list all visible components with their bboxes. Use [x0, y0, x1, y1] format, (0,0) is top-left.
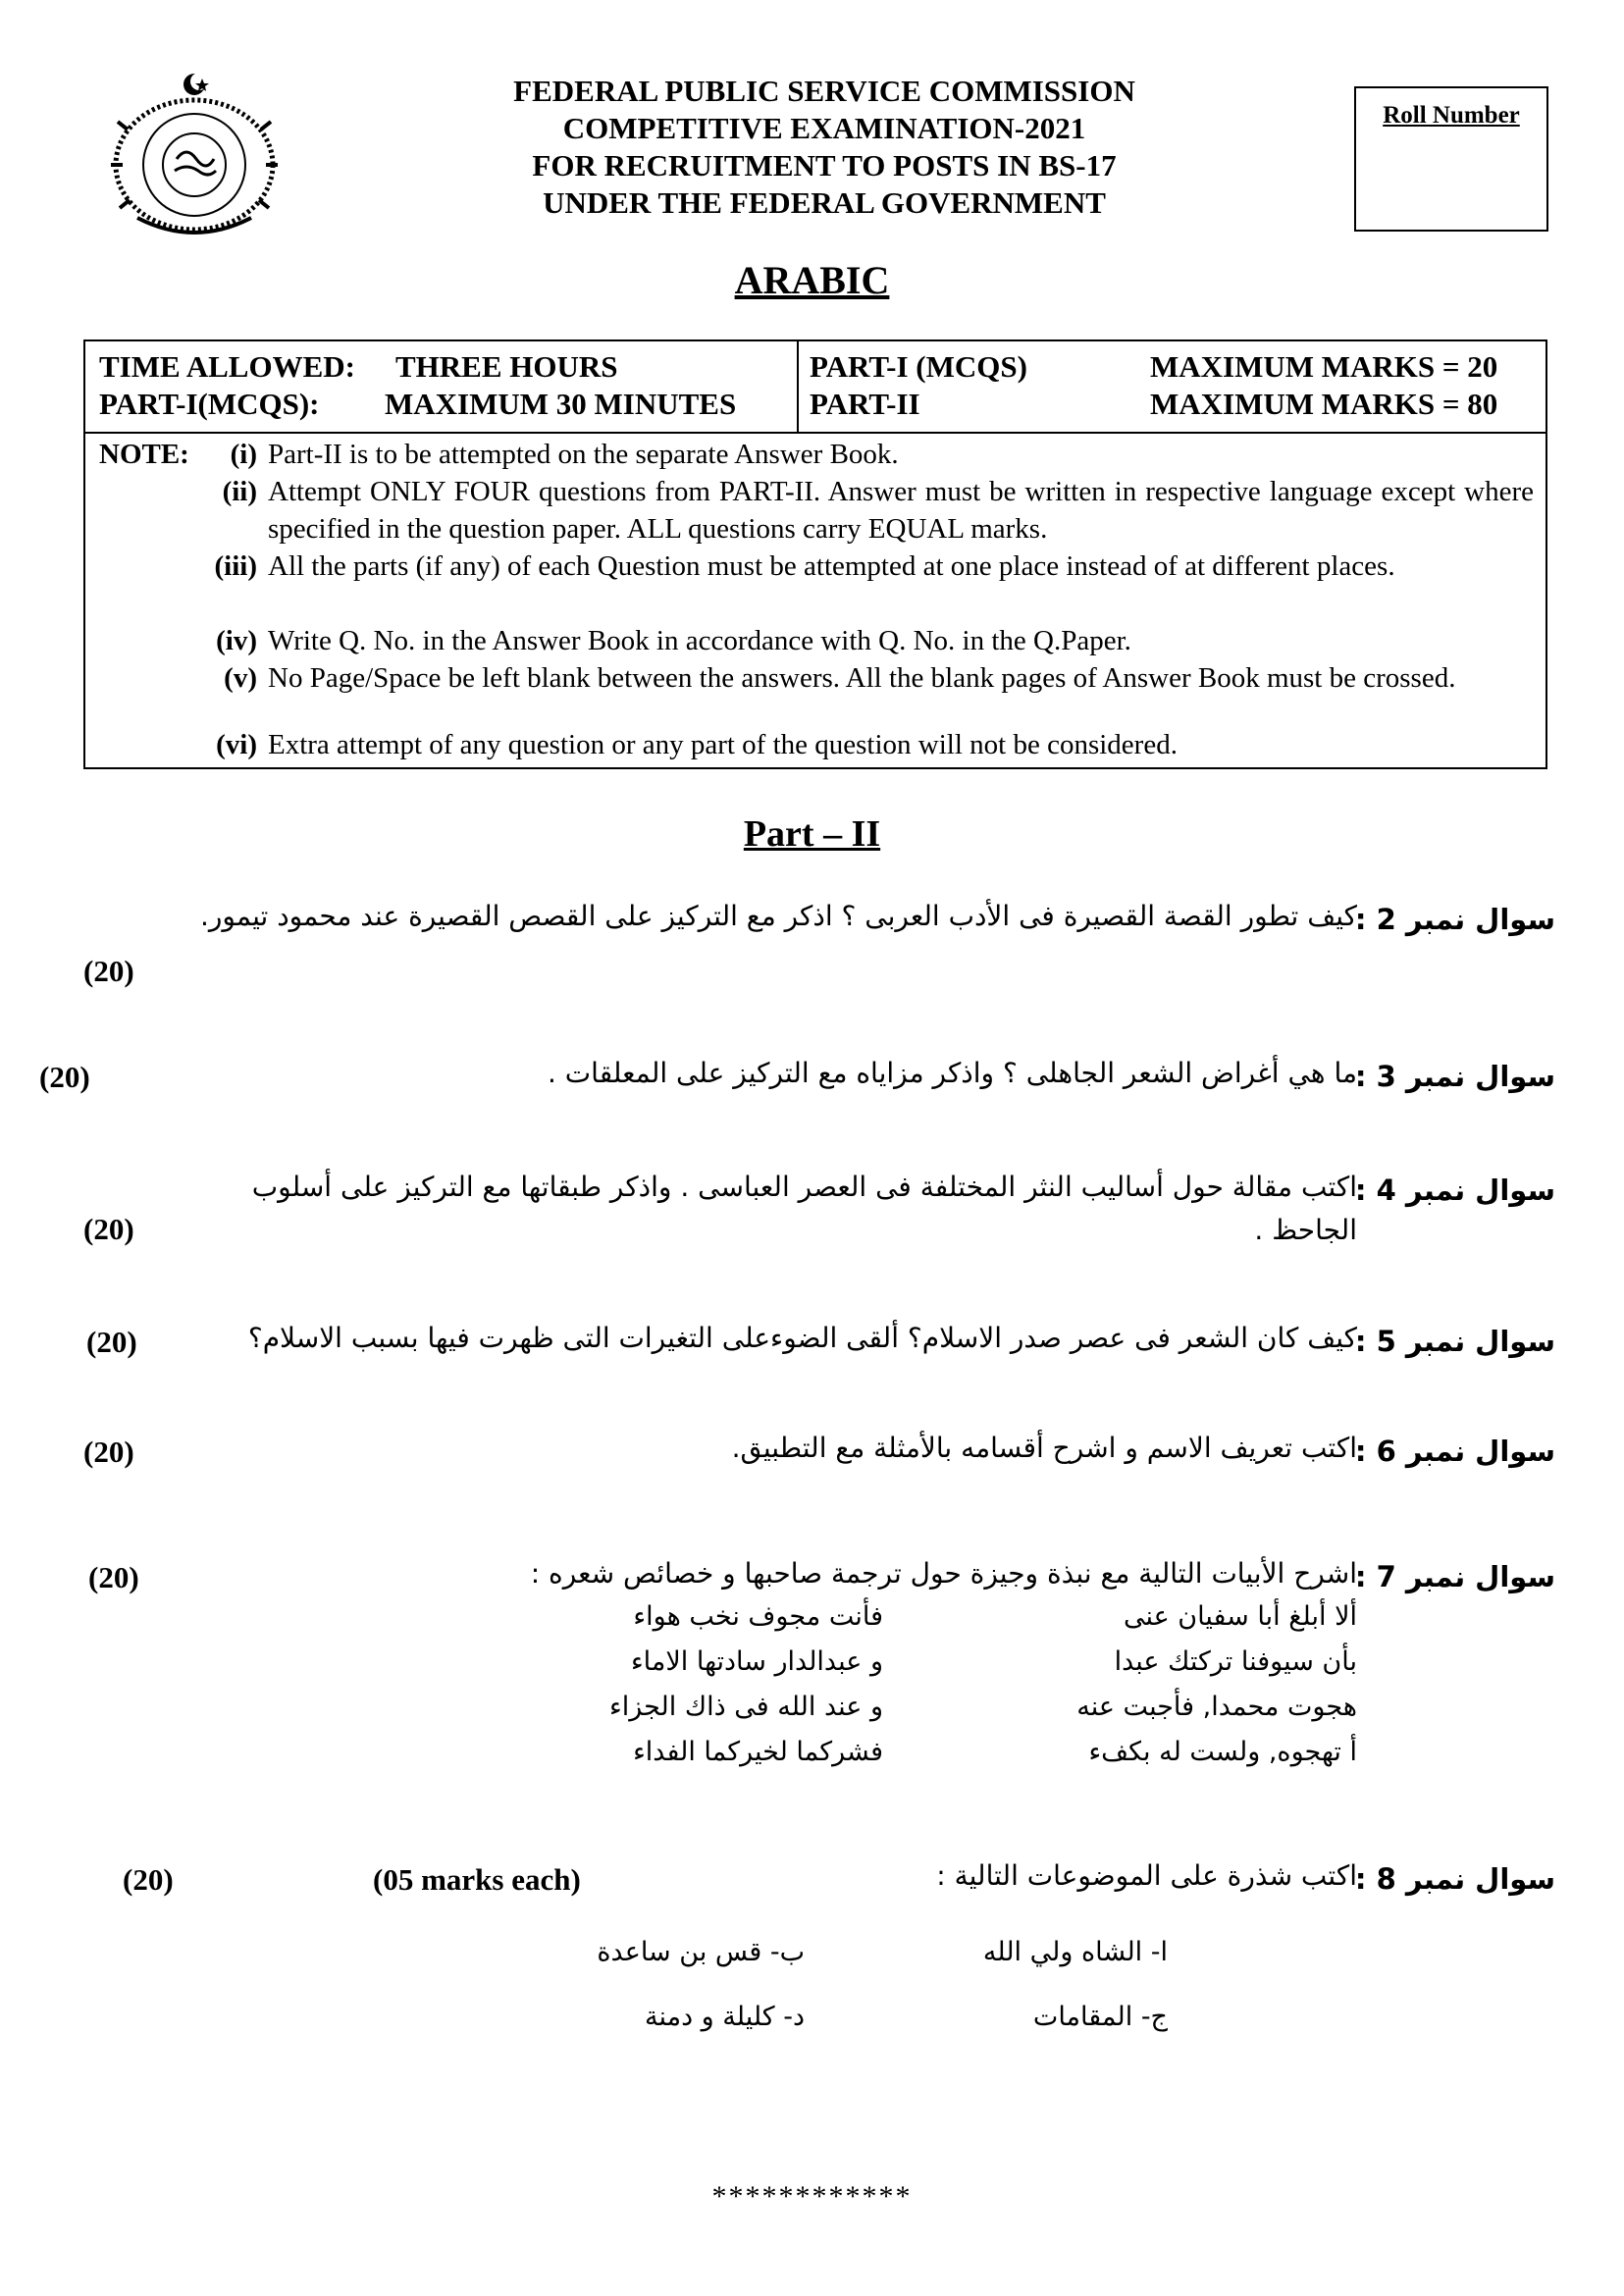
- header-line-4: UNDER THE FEDERAL GOVERNMENT: [543, 185, 1106, 220]
- question-label: سوال نمبر 6 :: [1354, 1435, 1555, 1468]
- verse-first-half: بأن سيوفنا تركتك عبدا: [1114, 1646, 1357, 1677]
- question-text: اكتب شذرة على الموضوعات التالية :: [936, 1859, 1357, 1892]
- note-num: (iii): [214, 550, 257, 582]
- note-item-4: Write Q. No. in the Answer Book in accordance with Q. No. in the Q.Paper.: [268, 625, 1131, 656]
- note-item-3: All the parts (if any) of each Question must be attempted at one place instead of at different places.: [268, 550, 1395, 582]
- end-marker: ************: [711, 2180, 913, 2213]
- question-label: سوال نمبر 4 :: [1354, 1174, 1555, 1207]
- fpsc-emblem: [98, 71, 290, 253]
- question-text: اشرح الأبيات التالية مع نبذة وجيزة حول ترجمة صاحبها و خصائص شعره :: [530, 1557, 1357, 1590]
- note-heading: NOTE:: [99, 439, 189, 470]
- question-text: كيف كان الشعر فى عصر صدر الاسلام؟ ألقى الضوءعلى التغيرات التى ظهرت فيها بسبب الاسلام؟: [247, 1322, 1357, 1354]
- part2-label: PART-II: [810, 387, 920, 421]
- note-item-2: Attempt ONLY FOUR questions from PART-II. Answer must be written in respective language except where specified in the question paper. ALL questions carry EQUAL marks.: [268, 476, 1534, 545]
- question-text: اكتب تعريف الاسم و اشرح أقسامه بالأمثلة مع التطبيق.: [731, 1432, 1357, 1464]
- subject-title: ARABIC: [734, 258, 890, 302]
- note-num: (iv): [216, 625, 257, 656]
- question-marks: (20): [83, 1435, 134, 1469]
- header-line-3: FOR RECRUITMENT TO POSTS IN BS-17: [532, 148, 1117, 183]
- roll-number-label: Roll Number: [1383, 102, 1520, 129]
- topic-item: ج- المقامات: [1032, 2002, 1168, 2032]
- info-divider-vertical: [797, 341, 799, 432]
- mcq-time-value: MAXIMUM 30 MINUTES: [385, 387, 737, 421]
- question-label: سوال نمبر 2 :: [1354, 903, 1555, 936]
- verse-first-half: أ تهجوه, ولست له بكفء: [1088, 1737, 1357, 1767]
- header-line-1: FEDERAL PUBLIC SERVICE COMMISSION: [513, 74, 1135, 108]
- crescent-star-icon: [183, 73, 209, 95]
- part-title: Part – II: [743, 813, 881, 855]
- roll-number-box[interactable]: [1354, 86, 1548, 232]
- note-num: (v): [224, 662, 257, 694]
- topic-item: د- كليلة و دمنة: [644, 2002, 805, 2032]
- note-num: (ii): [222, 476, 257, 507]
- topic-item: ب- قس بن ساعدة: [597, 1937, 805, 1967]
- verse-second-half: فأنت مجوف نخب هواء: [633, 1601, 883, 1632]
- question-label: سوال نمبر 7 :: [1354, 1560, 1555, 1593]
- note-item-1: Part-II is to be attempted on the separate Answer Book.: [268, 439, 899, 470]
- question-marks: (20): [83, 1212, 134, 1246]
- time-allowed-label: TIME ALLOWED:: [99, 349, 355, 384]
- header-line-2: COMPETITIVE EXAMINATION-2021: [562, 111, 1086, 145]
- time-allowed-value: THREE HOURS: [395, 349, 618, 384]
- note-num: (i): [230, 439, 257, 470]
- note-num: (vi): [216, 729, 257, 760]
- question-label: سوال نمبر 3 :: [1354, 1060, 1555, 1093]
- question-label: سوال نمبر 8 :: [1354, 1862, 1555, 1896]
- part1-label: PART-I (MCQS): [810, 349, 1027, 384]
- topic-item: ا- الشاه ولي الله: [982, 1937, 1168, 1967]
- marks-note: (05 marks each): [373, 1862, 581, 1897]
- question-marks: (20): [86, 1325, 137, 1359]
- question-text: كيف تطور القصة القصيرة فى الأدب العربى ؟ اذكر مع التركيز على القصص القصيرة عند محمود تيمور.: [200, 900, 1357, 932]
- question-text: اكتب مقالة حول أساليب النثر المختلفة فى العصر العباسى . واذكر طبقاتها مع التركيز على أسلوب الجاحظ .: [251, 1171, 1357, 1246]
- verse-second-half: فشركما لخيركما الفداء: [633, 1737, 883, 1767]
- question-marks: (20): [88, 1560, 139, 1594]
- verse-second-half: و عند الله فى ذاك الجزاء: [609, 1692, 883, 1722]
- question-marks: (20): [83, 954, 134, 988]
- mcq-time-label: PART-I(MCQS):: [99, 387, 320, 421]
- part2-marks: MAXIMUM MARKS = 80: [1150, 387, 1498, 421]
- question-marks: (20): [123, 1862, 174, 1897]
- verse-first-half: ألا أبلغ أبا سفيان عنى: [1123, 1601, 1357, 1632]
- question-label: سوال نمبر 5 :: [1354, 1325, 1555, 1358]
- question-text: ما هي أغراض الشعر الجاهلى ؟ واذكر مزاياه مع التركيز على المعلقات .: [548, 1057, 1357, 1089]
- note-item-6: Extra attempt of any question or any part of the question will not be considered.: [268, 729, 1178, 760]
- note-item-5: No Page/Space be left blank between the answers. All the blank pages of Answer Book must be crossed.: [268, 662, 1456, 694]
- verse-first-half: هجوت محمدا, فأجبت عنه: [1076, 1692, 1357, 1722]
- verse-second-half: و عبدالدار سادتها الاماء: [630, 1646, 883, 1677]
- info-divider-horizontal: [85, 432, 1545, 434]
- question-marks: (20): [39, 1060, 90, 1094]
- exam-info-box: [83, 339, 1547, 769]
- part1-marks: MAXIMUM MARKS = 20: [1150, 349, 1498, 384]
